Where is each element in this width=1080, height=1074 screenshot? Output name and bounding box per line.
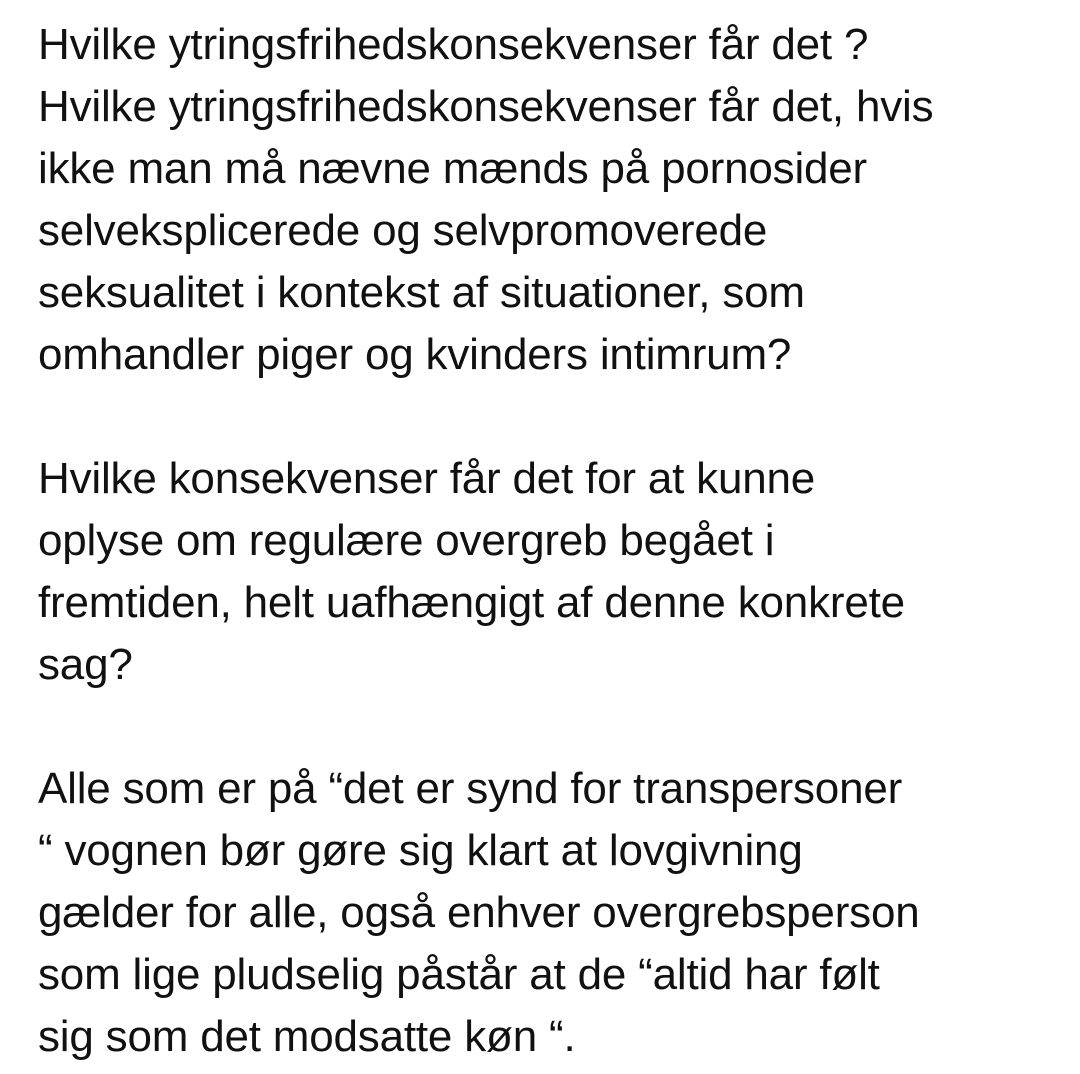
text-line: som lige pludselig påstår at de “altid har følt [38, 950, 880, 999]
text-line: ikke man må nævne mænds på pornosider [38, 144, 868, 193]
text-line: sag? [38, 640, 133, 689]
text-line: seksualitet i kontekst af situationer, som [38, 268, 805, 317]
text-line: selveksplicerede og selvpromoverede [38, 206, 768, 255]
paragraph-spacer [38, 386, 1068, 448]
paragraph-2 [38, 448, 1068, 696]
text-line: “ vognen bør gøre sig klart at lovgivning [38, 826, 803, 875]
text-line: Hvilke ytringsfrihedskonsekvenser får det, hvis [38, 82, 934, 131]
text-line: sig som det modsatte køn “. [38, 1012, 576, 1061]
text-document [38, 14, 1068, 1068]
paragraph-spacer [38, 696, 1068, 758]
text-line: Hvilke konsekvenser får det for at kunne [38, 454, 816, 503]
paragraph-3 [38, 758, 1068, 1068]
text-line: oplyse om regulære overgreb begået i [38, 516, 775, 565]
text-line: gælder for alle, også enhver overgrebsperson [38, 888, 920, 937]
paragraph-1 [38, 14, 1068, 386]
text-line: omhandler piger og kvinders intimrum? [38, 330, 792, 379]
text-line: Alle som er på “det er synd for transpersoner [38, 764, 903, 813]
text-line: fremtiden, helt uafhængigt af denne konkrete [38, 578, 905, 627]
text-line: Hvilke ytringsfrihedskonsekvenser får det ? [38, 20, 869, 69]
